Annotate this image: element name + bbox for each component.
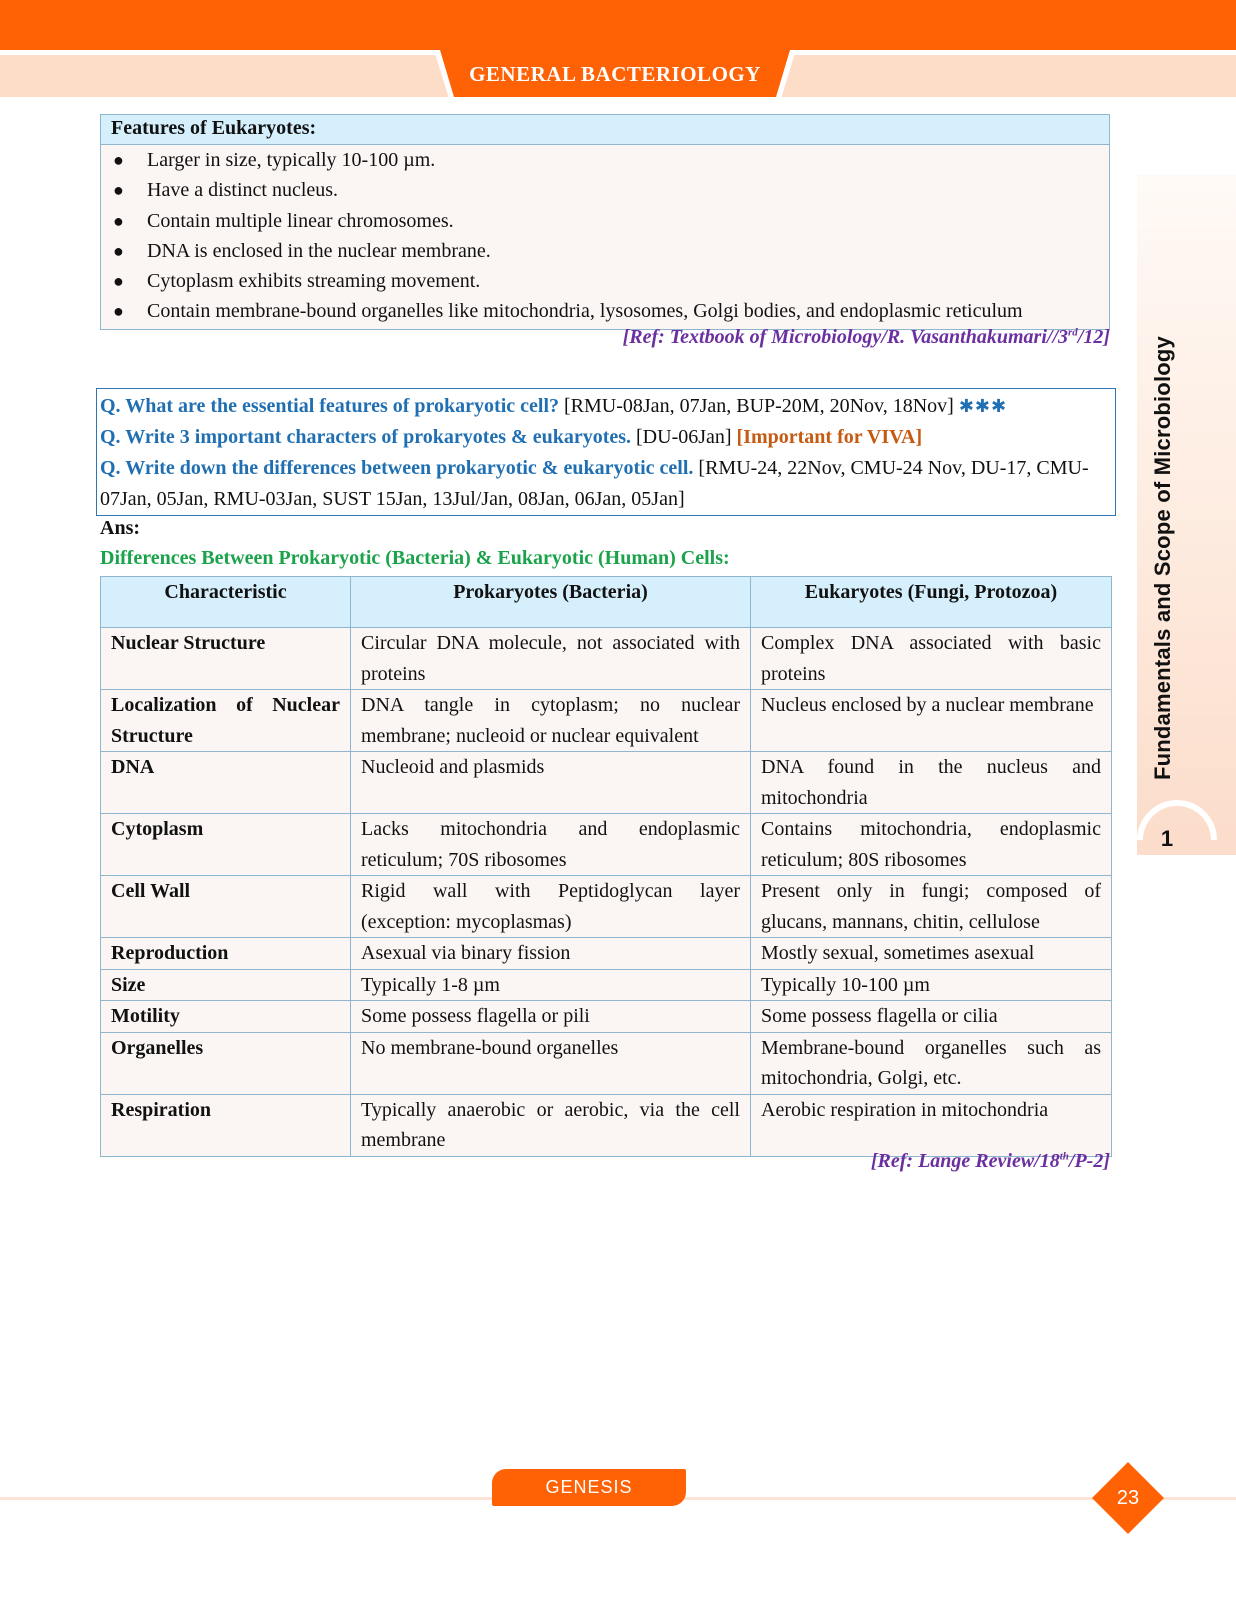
features-title: Features of Eukaryotes: <box>101 115 1109 145</box>
header-characteristic: Characteristic <box>101 577 351 628</box>
table-row: Reproduction Asexual via binary fission Mostly sexual, sometimes asexual <box>101 938 1112 970</box>
table-header-row <box>101 577 1112 628</box>
footer-brand: GENESIS <box>492 1469 686 1506</box>
list-item: ● DNA is enclosed in the nuclear membrane. <box>101 236 1109 266</box>
chapter-number: 1 <box>1160 826 1174 851</box>
table-row: Size Typically 1-8 µm Typically 10-100 µm <box>101 969 1112 1001</box>
table-row: Organelles No membrane-bound organelles Membrane-bound organelles such as mitochondria, Golgi, etc. <box>101 1032 1112 1094</box>
questions-box <box>96 388 1116 516</box>
features-list <box>101 145 1109 329</box>
list-item: ● Contain membrane-bound organelles like mitochondria, lysosomes, Golgi bodies, and endoplasmic reticulum <box>101 296 1109 326</box>
header-top-bar <box>0 0 1236 50</box>
table-row: Cytoplasm Lacks mitochondria and endoplasmic reticulum; 70S ribosomes Contains mitochondria, endoplasmic reticulum; 80S ribosomes <box>101 814 1112 876</box>
reference-textbook: [Ref: Textbook of Microbiology/R. Vasanthakumari//3rd/12] <box>622 326 1110 348</box>
viva-badge: [Important for VIVA] <box>736 426 923 448</box>
section-title: GENERAL BACTERIOLOGY <box>469 61 761 86</box>
features-box <box>100 114 1110 330</box>
chapter-title: Fundamentals and Scope of Microbiology <box>1150 336 1175 780</box>
bullet-icon: ● <box>113 240 124 261</box>
bullet-icon: ● <box>113 180 124 201</box>
page-number-badge <box>1092 1462 1164 1534</box>
comparison-table <box>100 576 1112 1157</box>
table-row: Cell Wall Rigid wall with Peptidoglycan layer (exception: mycoplasmas) Present only in fungi; composed of glucans, mannans, chitin, cellulose <box>101 876 1112 938</box>
table-row: Nuclear Structure Circular DNA molecule, not associated with proteins Complex DNA associated with basic proteins <box>101 628 1112 690</box>
list-item: ● Have a distinct nucleus. <box>101 175 1109 205</box>
bullet-icon: ● <box>113 210 124 231</box>
list-item: ● Larger in size, typically 10-100 µm. <box>101 145 1109 175</box>
question-2: Q. Write 3 important characters of prokaryotes & eukaryotes. [DU-06Jan] [Important for VIVA] <box>100 426 923 448</box>
header-eukaryotes: Eukaryotes (Fungi, Protozoa) <box>751 577 1112 628</box>
table-row: DNA Nucleoid and plasmids DNA found in the nucleus and mitochondria <box>101 752 1112 814</box>
question-3: Q. Write down the differences between prokaryotic & eukaryotic cell. [RMU-24, 22Nov, CMU-24 Nov, DU-17, CMU-07Jan, 05Jan, RMU-03Jan, SUST 15Jan, 13Jul/Jan, 08Jan, 06Jan, 05Jan] <box>100 457 1089 510</box>
bullet-icon: ● <box>113 150 124 170</box>
table-row: Respiration Typically anaerobic or aerobic, via the cell membrane Aerobic respiration in mitochondria <box>101 1094 1112 1156</box>
list-item: ● Cytoplasm exhibits streaming movement. <box>101 266 1109 296</box>
header-prokaryotes: Prokaryotes (Bacteria) <box>351 577 751 628</box>
list-item: ● Contain multiple linear chromosomes. <box>101 206 1109 236</box>
bullet-icon: ● <box>113 271 124 292</box>
table-row: Localization of Nuclear Structure DNA tangle in cytoplasm; no nuclear membrane; nucleoid or nuclear equivalent Nucleus enclosed by a nuclear membrane <box>101 690 1112 752</box>
table-title: Differences Between Prokaryotic (Bacteria) & Eukaryotic (Human) Cells: <box>100 547 730 569</box>
star-rating-icon: ✱✱✱ <box>958 396 1008 417</box>
answer-label: Ans: <box>100 517 141 539</box>
question-1: Q. What are the essential features of prokaryotic cell? [RMU-08Jan, 07Jan, BUP-20M, 20Nov, 18Nov] ✱✱✱ <box>100 395 1008 417</box>
reference-lange: [Ref: Lange Review/18th/P-2] <box>870 1150 1110 1172</box>
page-number: 23 <box>1116 1486 1140 1509</box>
bullet-icon: ● <box>113 301 124 322</box>
table-row: Motility Some possess flagella or pili Some possess flagella or cilia <box>101 1001 1112 1033</box>
